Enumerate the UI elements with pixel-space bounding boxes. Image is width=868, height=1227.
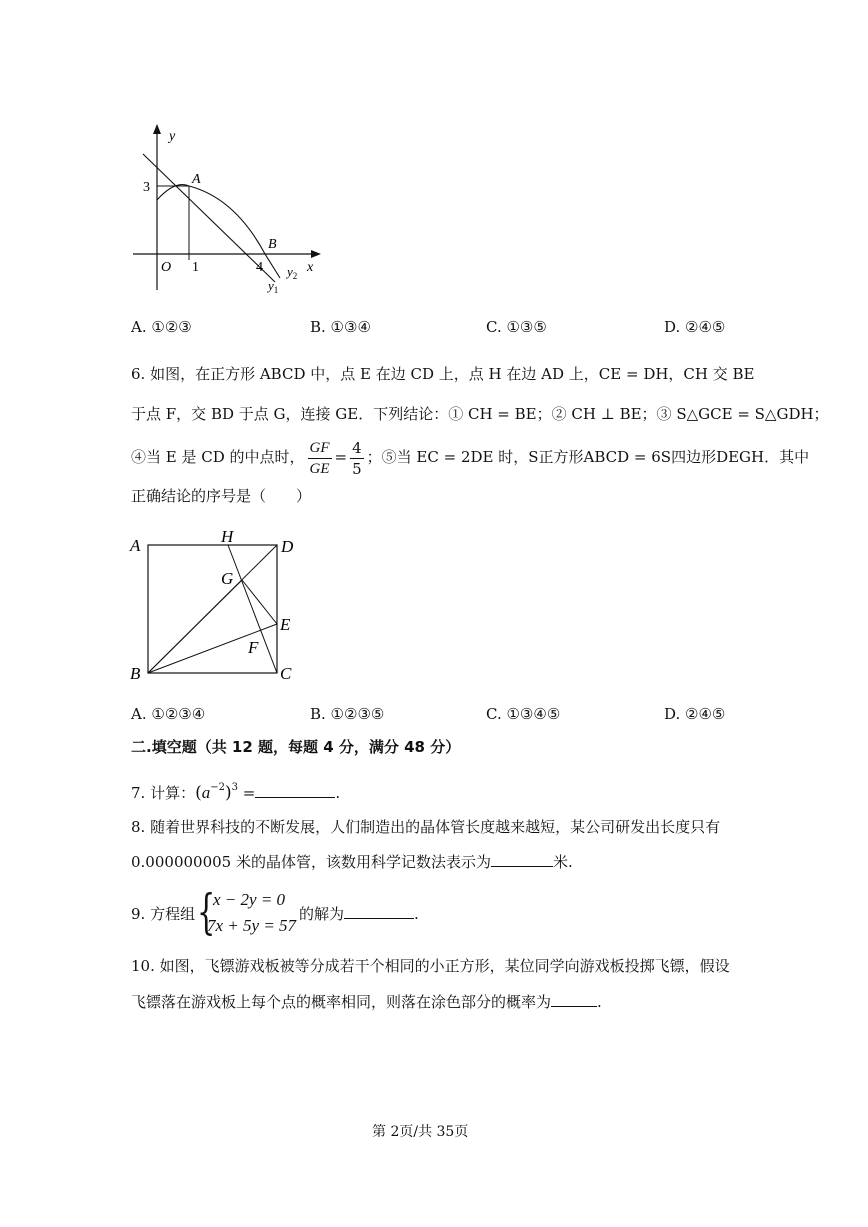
q10-line1: 10. 如图，飞镖游戏板被等分成若干个相同的小正方形，某位同学向游戏板投掷飞镖，假设 bbox=[131, 957, 730, 975]
label-1: 1 bbox=[192, 260, 199, 275]
q9-eq2: 7x + 5y = 57 bbox=[207, 916, 297, 935]
label-y: y bbox=[169, 129, 176, 144]
label-B: B bbox=[130, 664, 141, 683]
label-3: 3 bbox=[143, 180, 150, 195]
q7: 7. 计算：$(a^{-2})^3$ = . bbox=[131, 782, 341, 803]
label-A: A bbox=[192, 172, 201, 187]
q5-option-d[interactable]: D. ②④⑤ bbox=[664, 318, 726, 336]
q7-answer-blank[interactable] bbox=[255, 783, 335, 798]
q5-option-c[interactable]: C. ①③⑤ bbox=[486, 318, 547, 336]
label-x: x bbox=[307, 260, 314, 275]
q6-fraction-gf-ge: $\frac{GF}{GE}$ bbox=[309, 439, 330, 477]
segment-ge bbox=[242, 580, 277, 624]
label-y1: $y_1$ bbox=[268, 278, 279, 295]
q6-line1: 6. 如图，在正方形 ABCD 中，点 E 在边 CD 上，点 H 在边 AD 上，CE = DH，CH 交 BE bbox=[131, 365, 755, 383]
q8-answer-blank[interactable] bbox=[491, 852, 553, 867]
q8-line1: 8. 随着世界科技的不断发展，人们制造出的晶体管长度越来越短，某公司研发出长度只有 bbox=[131, 818, 721, 836]
label-O: O bbox=[161, 260, 172, 275]
y-axis-arrow bbox=[153, 124, 161, 134]
q6-option-d[interactable]: D. ②④⑤ bbox=[664, 705, 726, 723]
x-axis-arrow bbox=[311, 250, 321, 258]
label-B: B bbox=[268, 237, 277, 252]
label-D: D bbox=[281, 537, 294, 556]
label-E: E bbox=[280, 615, 291, 634]
q6-option-c[interactable]: C. ①③④⑤ bbox=[486, 705, 561, 723]
label-G: G bbox=[221, 569, 234, 588]
q5-option-b[interactable]: B. ①③④ bbox=[310, 318, 371, 336]
page-number: 第 2页/共 35页 bbox=[372, 1124, 469, 1140]
label-y2: $y_2$ bbox=[287, 264, 298, 281]
label-C: C bbox=[280, 664, 292, 683]
q6-line2: 于点 F，交 BD 于点 G，连接 GE．下列结论：① CH = BE；② CH ⊥ BE；③ S△GCE = S△GDH； bbox=[131, 405, 829, 423]
label-F: F bbox=[248, 638, 259, 657]
q5-option-a[interactable]: A. ①②③ bbox=[131, 318, 192, 336]
q6-line3-b: ；⑤当 EC = 2DE 时，S正方形ABCD = 6S四边形DEGH．其中 bbox=[366, 448, 810, 466]
q6-square-figure bbox=[128, 524, 308, 689]
q10-answer-blank[interactable] bbox=[551, 992, 597, 1007]
q6-line4: 正确结论的序号是（ ） bbox=[131, 487, 312, 505]
q8-line2: 0.000000005 米的晶体管，该数用科学记数法表示为 米. bbox=[131, 853, 573, 871]
q6-option-a[interactable]: A. ①②③④ bbox=[131, 705, 206, 723]
segment-bg bbox=[148, 580, 242, 673]
label-H: H bbox=[221, 527, 234, 546]
label-A: A bbox=[130, 536, 141, 555]
q9-answer-blank[interactable] bbox=[344, 904, 414, 919]
q6-line3: ④当 E 是 CD 的中点时， $\frac{GF}{GE}$ = $\frac{4}{5}$ ；⑤当 EC = 2DE 时，S正方形ABCD = 6S四边形DEGH．其中 bbox=[131, 438, 810, 478]
q9-eq1: x − 2y = 0 bbox=[213, 890, 286, 909]
q6-option-b[interactable]: B. ①②③⑤ bbox=[310, 705, 385, 723]
q9-brace: { bbox=[197, 884, 216, 940]
q6-line3-a: ④当 E 是 CD 的中点时， bbox=[131, 448, 305, 466]
label-4: 4 bbox=[256, 260, 263, 275]
q10-line2: 飞镖落在游戏板上每个点的概率相同，则落在涂色部分的概率为 . bbox=[131, 993, 602, 1011]
q5-function-graph bbox=[125, 120, 335, 300]
q6-fraction-4-5: $\frac{4}{5}$ bbox=[352, 438, 362, 478]
section2-title: 二.填空题（共 12 题，每题 4 分，满分 48 分） bbox=[131, 738, 461, 756]
